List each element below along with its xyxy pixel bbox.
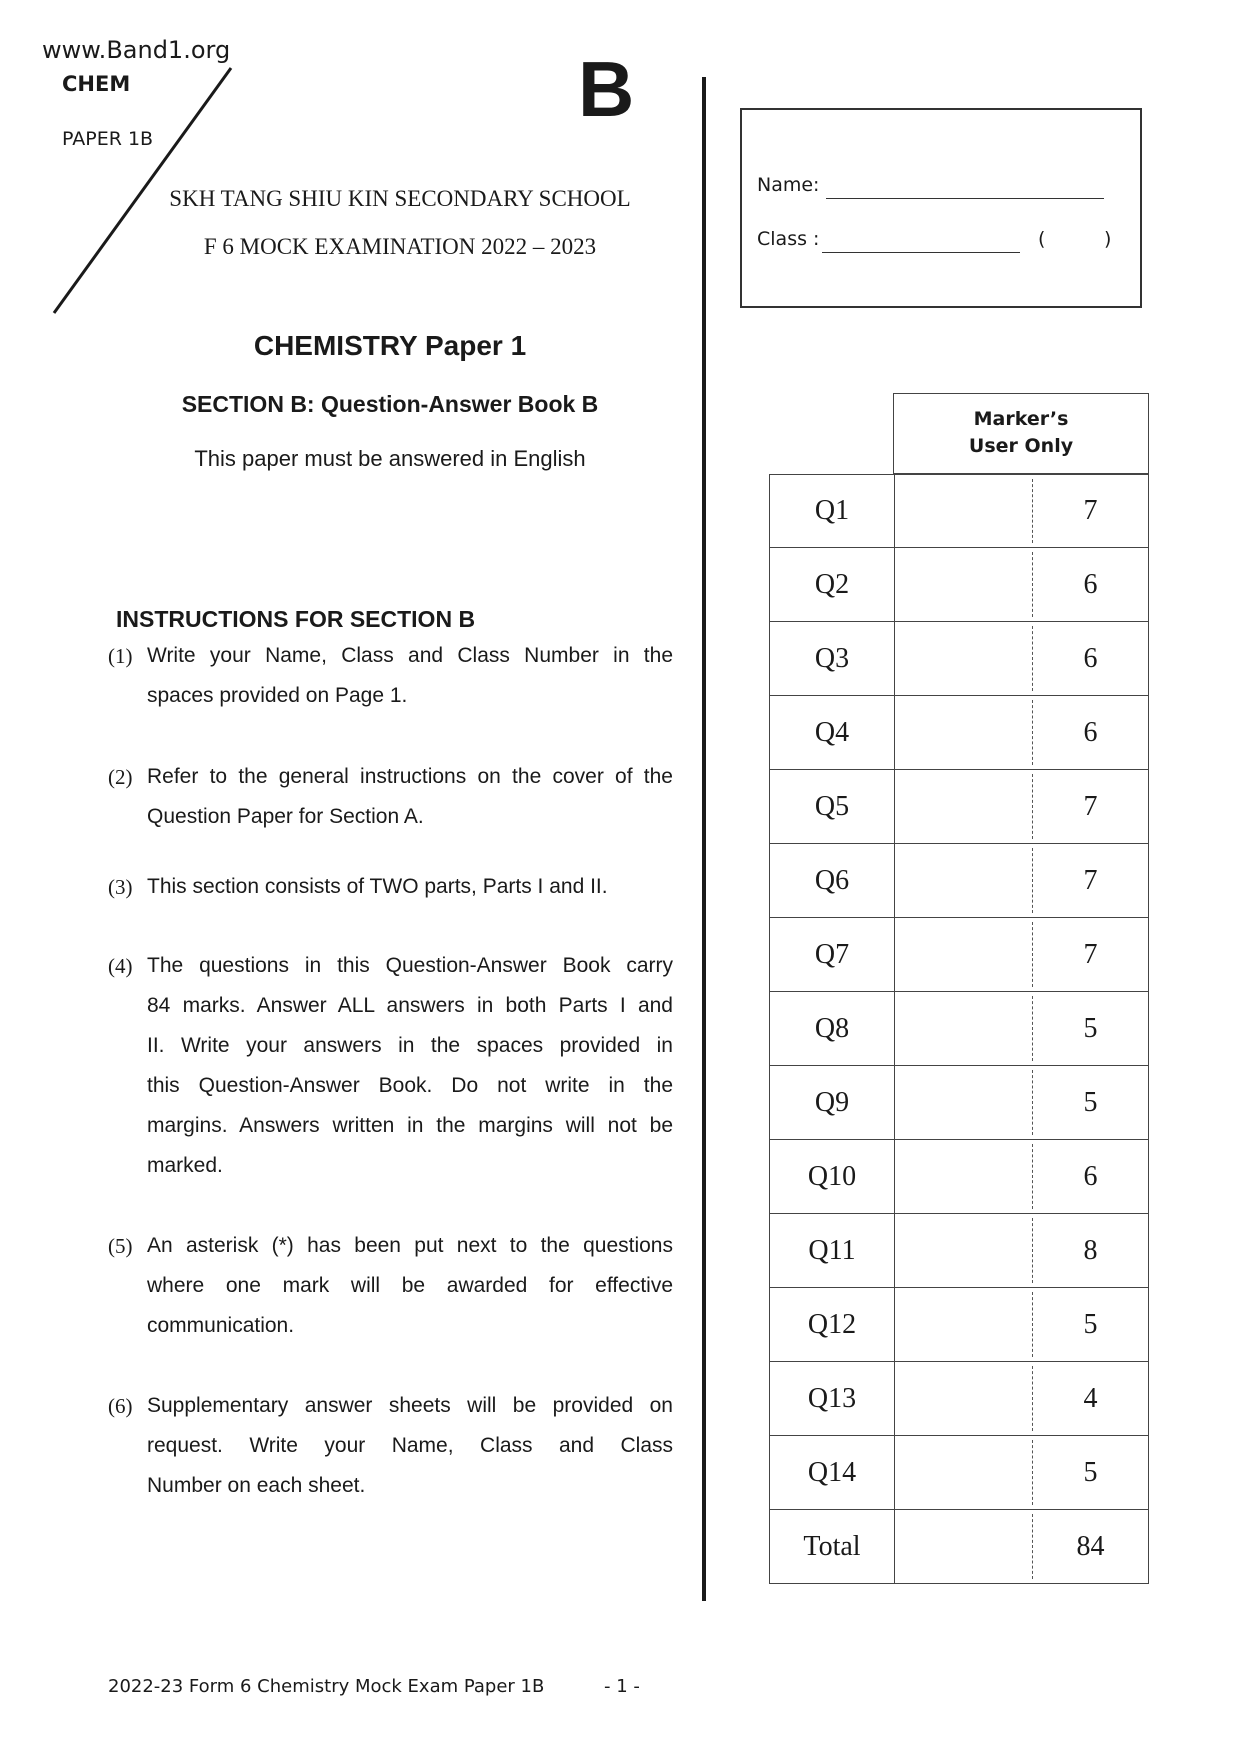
paper-label: PAPER 1B (62, 128, 154, 150)
class-label: Class : (757, 228, 820, 250)
class-number-close: ) (1104, 228, 1112, 250)
max-marks: 8 (1083, 1234, 1098, 1266)
language-note: This paper must be answered in English (194, 446, 586, 471)
diagonal-slash (0, 0, 300, 330)
marks-awarded-cell[interactable] (895, 1140, 1031, 1213)
max-marks: 6 (1083, 1160, 1098, 1192)
marks-awarded-cell[interactable] (895, 1510, 1031, 1583)
marks-awarded-cell[interactable] (895, 770, 1031, 843)
question-label: Q12 (770, 1288, 895, 1361)
table-row (769, 622, 1149, 696)
question-label: Q8 (770, 992, 895, 1065)
instruction-number: (5) (108, 1234, 133, 1258)
instruction-line: communication. (147, 1314, 295, 1337)
instruction-line: spaces provided on Page 1. (147, 684, 408, 707)
instruction-line: marked. (147, 1154, 223, 1177)
marks-awarded-cell[interactable] (895, 1362, 1031, 1435)
question-label: Q1 (770, 475, 895, 547)
instruction-line: this Question-Answer Book. Do not write in the (147, 1074, 673, 1097)
marks-awarded-cell[interactable] (895, 548, 1031, 621)
max-marks: 5 (1083, 1012, 1098, 1044)
marks-awarded-cell[interactable] (895, 1436, 1031, 1509)
marks-awarded-cell[interactable] (895, 1214, 1031, 1287)
class-number-field[interactable] (1052, 228, 1096, 252)
website-watermark: www.Band1.org (42, 36, 231, 64)
question-label: Total (770, 1510, 895, 1583)
instruction-line: Supplementary answer sheets will be provided on (147, 1394, 673, 1417)
instruction-line: II. Write your answers in the spaces provided in (147, 1034, 673, 1057)
instruction-line: This section consists of TWO parts, Parts I and II. (147, 875, 608, 898)
max-marks: 7 (1083, 864, 1098, 896)
marks-awarded-cell[interactable] (895, 696, 1031, 769)
marks-awarded-cell[interactable] (895, 992, 1031, 1065)
instruction-line: where one mark will be awarded for effective (147, 1274, 673, 1297)
question-label: Q2 (770, 548, 895, 621)
instruction-number: (6) (108, 1394, 133, 1418)
class-number-open: ( (1038, 228, 1046, 250)
max-marks: 5 (1083, 1308, 1098, 1340)
instruction-line: Question Paper for Section A. (147, 805, 424, 828)
table-row (769, 1066, 1149, 1140)
instruction-number: (2) (108, 765, 133, 789)
instruction-line: Write your Name, Class and Class Number in the (147, 644, 673, 667)
instruction-line: Number on each sheet. (147, 1474, 366, 1497)
instruction-line: The questions in this Question-Answer Book carry (147, 954, 673, 977)
table-row (769, 1140, 1149, 1214)
exam-title: F 6 MOCK EXAMINATION 2022 – 2023 (203, 234, 597, 259)
marks-awarded-cell[interactable] (895, 1288, 1031, 1361)
max-marks: 84 (1076, 1530, 1105, 1562)
question-label: Q11 (770, 1214, 895, 1287)
instruction-line: An asterisk (*) has been put next to the questions (147, 1234, 673, 1257)
table-row (769, 770, 1149, 844)
marks-awarded-cell[interactable] (895, 475, 1031, 547)
max-marks: 7 (1083, 938, 1098, 970)
question-label: Q5 (770, 770, 895, 843)
instruction-number: (1) (108, 644, 133, 668)
question-label: Q13 (770, 1362, 895, 1435)
table-row (769, 844, 1149, 918)
max-marks: 6 (1083, 716, 1098, 748)
marks-awarded-cell[interactable] (895, 1066, 1031, 1139)
max-marks: 5 (1083, 1086, 1098, 1118)
marks-awarded-cell[interactable] (895, 918, 1031, 991)
marks-awarded-cell[interactable] (895, 622, 1031, 695)
table-row (769, 1436, 1149, 1510)
section-title: SECTION B: Question-Answer Book B (181, 391, 599, 417)
page-divider (702, 77, 706, 1601)
instruction-line: 84 marks. Answer ALL answers in both Parts I and (147, 994, 673, 1017)
instruction-line: Refer to the general instructions on the cover of the (147, 765, 673, 788)
max-marks: 7 (1083, 790, 1098, 822)
table-row (769, 696, 1149, 770)
paper-title: CHEMISTRY Paper 1 (253, 330, 527, 361)
table-row (769, 548, 1149, 622)
instruction-line: margins. Answers written in the margins will not be (147, 1114, 673, 1137)
footer-title: 2022-23 Form 6 Chemistry Mock Exam Paper 1B (108, 1676, 545, 1697)
table-row (769, 992, 1149, 1066)
candidate-info-box (740, 108, 1142, 308)
instruction-line: request. Write your Name, Class and Class (147, 1434, 673, 1457)
name-field[interactable] (826, 178, 1104, 199)
table-row (769, 1214, 1149, 1288)
max-marks: 4 (1083, 1382, 1098, 1414)
instruction-number: (4) (108, 954, 133, 978)
school-name: SKH TANG SHIU KIN SECONDARY SCHOOL (169, 186, 631, 211)
table-row (769, 918, 1149, 992)
instruction-number: (3) (108, 875, 133, 899)
question-label: Q14 (770, 1436, 895, 1509)
max-marks: 5 (1083, 1456, 1098, 1488)
max-marks: 6 (1083, 568, 1098, 600)
book-letter: B (578, 45, 635, 133)
marker-header-line2: User Only (968, 435, 1074, 457)
question-label: Q7 (770, 918, 895, 991)
table-row (769, 1288, 1149, 1362)
class-field[interactable] (822, 232, 1020, 253)
marker-header-line1: Marker’s (973, 408, 1069, 430)
table-row (769, 474, 1149, 548)
marks-awarded-cell[interactable] (895, 844, 1031, 917)
instructions-heading: INSTRUCTIONS FOR SECTION B (116, 606, 476, 632)
question-label: Q10 (770, 1140, 895, 1213)
question-label: Q4 (770, 696, 895, 769)
subject-label: CHEM (62, 72, 131, 96)
page-number: - 1 - (604, 1676, 640, 1697)
question-label: Q9 (770, 1066, 895, 1139)
max-marks: 7 (1083, 495, 1098, 526)
question-label: Q3 (770, 622, 895, 695)
name-label: Name: (757, 174, 820, 196)
marker-table-header (893, 393, 1149, 474)
question-label: Q6 (770, 844, 895, 917)
max-marks: 6 (1083, 642, 1098, 674)
total-row (769, 1510, 1149, 1584)
table-row (769, 1362, 1149, 1436)
